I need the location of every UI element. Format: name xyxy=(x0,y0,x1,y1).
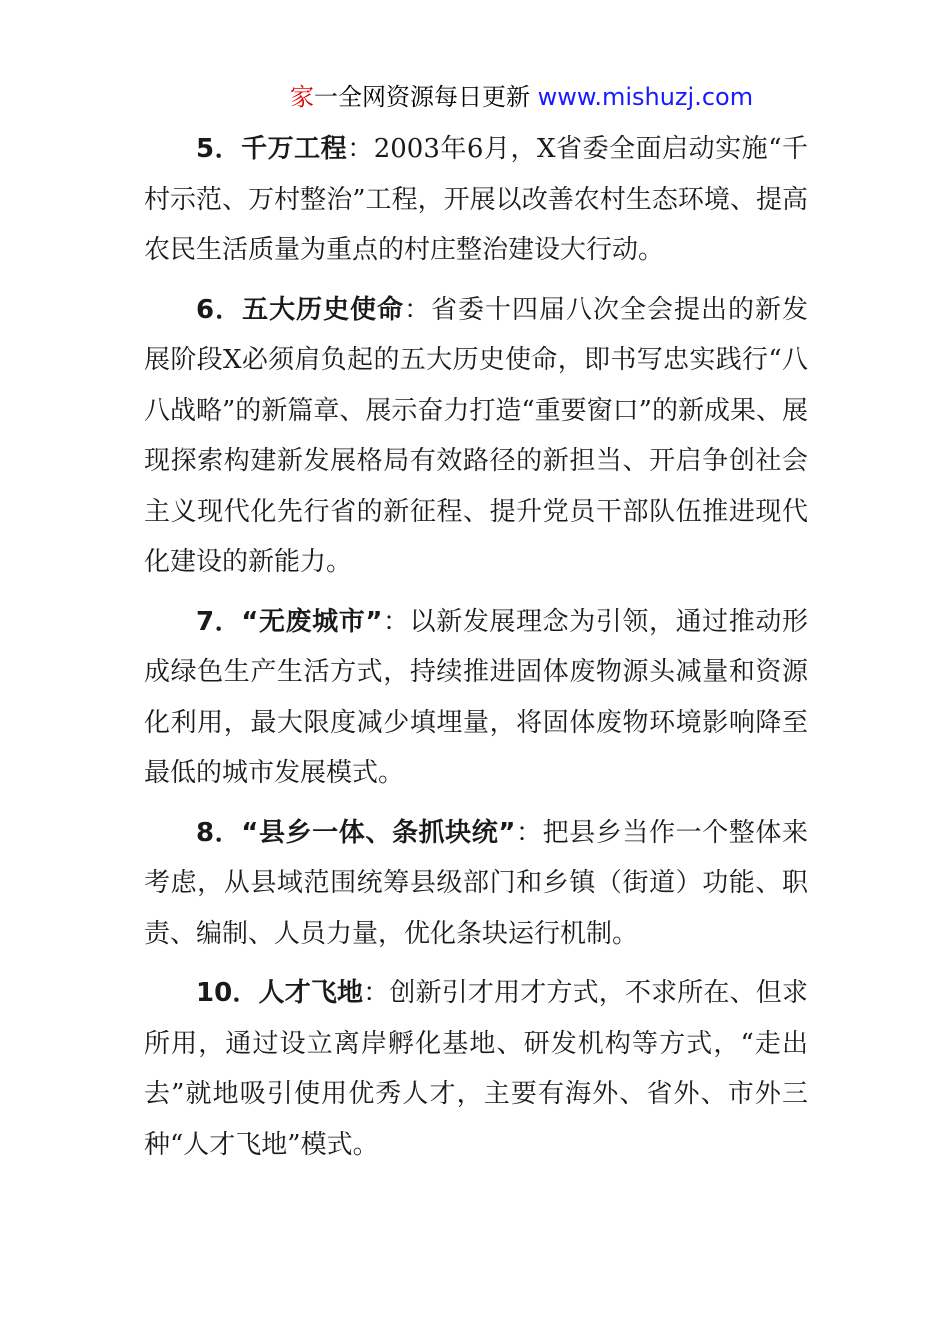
definition-paragraph xyxy=(144,597,808,799)
definition-term: 7．“无废城市” xyxy=(196,606,383,637)
definition-paragraph xyxy=(144,124,808,276)
definition-text: ：省委十四届八次全会提出的新发展阶段X必须肩负起的五大历史使命，即书写忠实践行“八八战略”的新篇章、展示奋力打造“重要窗口”的新成果、展现探索构建新发展格局有效路径的新担当、开启争创社会主义现代化先行省的新征程、提升党员干部队伍推进现代化建设的新能力。 xyxy=(144,294,808,577)
definition-term: 10．人才飞地 xyxy=(196,978,364,1008)
definition-text: ：把县乡当作一个整体来考虑，从县域范围统筹县级部门和乡镇（街道）功能、职责、编制、人员力量，优化条块运行机制。 xyxy=(144,817,808,949)
definition-paragraph xyxy=(144,285,808,588)
header-tagline: 一全网资源每日更新 xyxy=(314,83,530,111)
definition-text: ：创新引才用才方式，不求所在、但求所用，通过设立离岸孵化基地、研发机构等方式，“走出去”就地吸引使用优秀人才，主要有海外、省外、市外三种“人才飞地”模式。 xyxy=(144,978,808,1160)
definition-text: ：以新发展理念为引领，通过推动形成绿色生产生活方式，持续推进固体废物源头减量和资源化利用，最大限度减少填埋量，将固体废物环境影响降至最低的城市发展模式。 xyxy=(144,606,808,788)
header-url-link[interactable]: www.mishuzj.com xyxy=(537,83,754,111)
definition-text: ：2003年6月，X省委全面启动实施“千村示范、万村整治”工程，开展以改善农村生态环境、提高农民生活质量为重点的村庄整治建设大行动。 xyxy=(144,134,808,265)
definition-term: 6．五大历史使命 xyxy=(196,294,405,325)
definition-term: 5．千万工程 xyxy=(196,134,348,164)
definition-term: 8．“县乡一体、条抓块统” xyxy=(196,817,516,848)
header-brand-char: 家 xyxy=(290,83,314,111)
document-body xyxy=(144,124,808,1179)
definition-paragraph xyxy=(144,968,808,1170)
page-header xyxy=(290,80,810,114)
definition-paragraph xyxy=(144,808,808,960)
